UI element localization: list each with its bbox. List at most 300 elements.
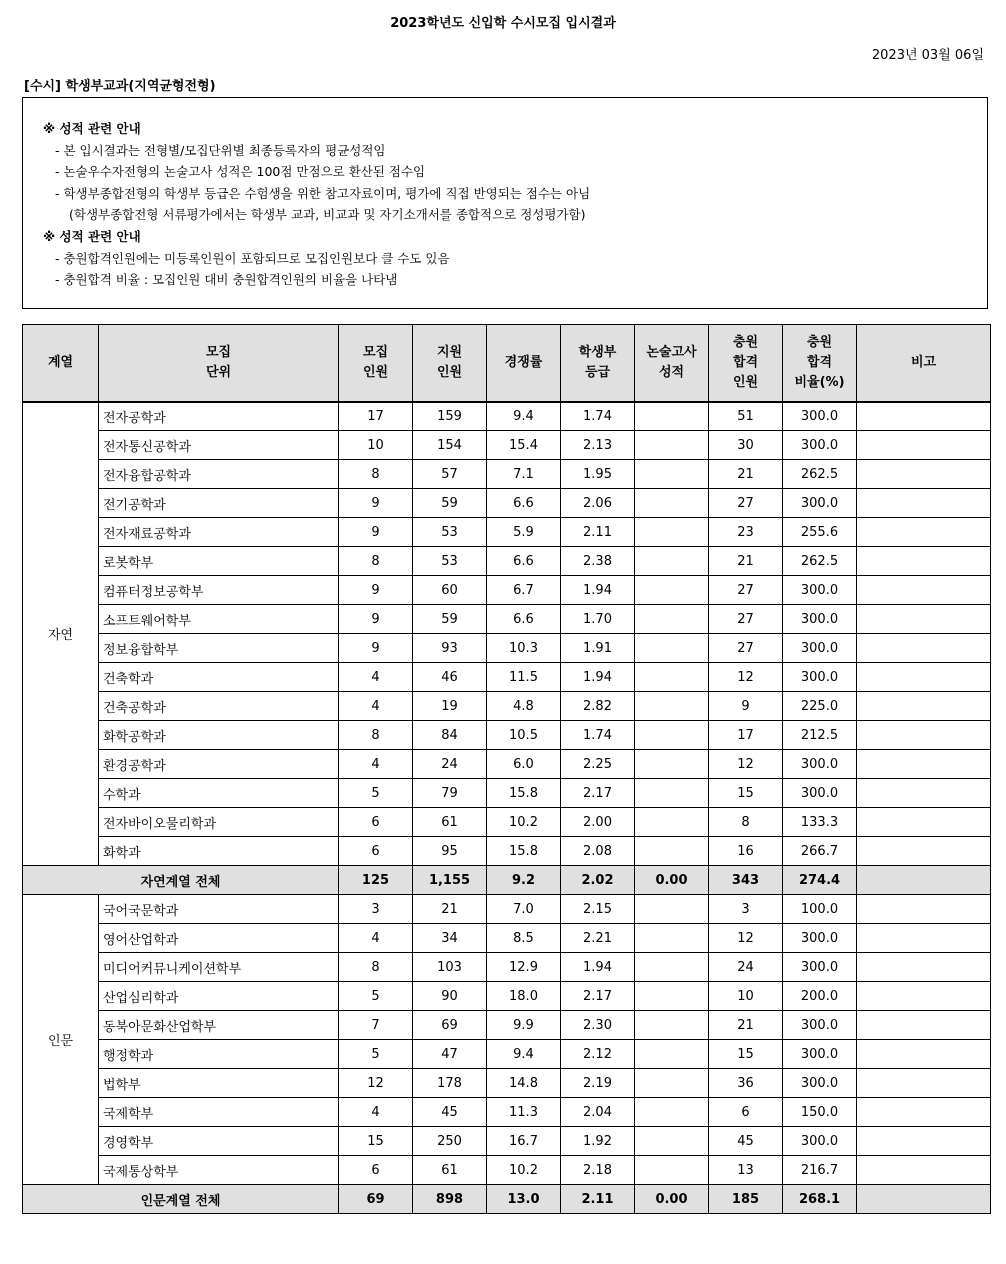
- extra-cell: 45: [709, 1127, 783, 1156]
- dept-cell: 국제통상학부: [99, 1156, 339, 1185]
- grade-cell: 2.00: [561, 808, 635, 837]
- header-applicants: 지원 인원: [413, 325, 487, 402]
- applicants-cell: 61: [413, 1156, 487, 1185]
- grade-cell: 2.12: [561, 1040, 635, 1069]
- quota-cell: 8: [339, 460, 413, 489]
- quota-cell: 15: [339, 1127, 413, 1156]
- grade-cell: 1.92: [561, 1127, 635, 1156]
- grade-cell: 2.82: [561, 692, 635, 721]
- ratio-cell: 6.6: [487, 547, 561, 576]
- table-row: [23, 402, 991, 431]
- dept-cell: 국제학부: [99, 1098, 339, 1127]
- note-cell: [857, 576, 991, 605]
- applicants-cell: 159: [413, 402, 487, 431]
- total-label: 자연계열 전체: [23, 866, 339, 895]
- essay-cell: [635, 402, 709, 431]
- ratio-cell: 12.9: [487, 953, 561, 982]
- note-cell: [857, 547, 991, 576]
- extra-cell: 3: [709, 895, 783, 924]
- extra-cell: 21: [709, 547, 783, 576]
- quota-cell: 9: [339, 634, 413, 663]
- note-cell: [857, 924, 991, 953]
- applicants-cell: 21: [413, 895, 487, 924]
- ratio-cell: 7.1: [487, 460, 561, 489]
- note-cell: [857, 1098, 991, 1127]
- grade-cell: 2.25: [561, 750, 635, 779]
- grade-cell: 2.19: [561, 1069, 635, 1098]
- quota-cell: 8: [339, 953, 413, 982]
- extra-cell: 27: [709, 634, 783, 663]
- ratio-cell: 5.9: [487, 518, 561, 547]
- extra-cell: 12: [709, 924, 783, 953]
- note-cell: [857, 1011, 991, 1040]
- quota-cell: 4: [339, 924, 413, 953]
- ratio-cell: 14.8: [487, 1069, 561, 1098]
- essay-cell: [635, 1156, 709, 1185]
- extra-cell: 17: [709, 721, 783, 750]
- notice-line: - 충원합격 비율 : 모집인원 대비 충원합격인원의 비율을 나타냄: [55, 272, 398, 288]
- table-row: [23, 518, 991, 547]
- total-grade-cell: 2.02: [561, 866, 635, 895]
- total-extra-cell: 343: [709, 866, 783, 895]
- quota-cell: 12: [339, 1069, 413, 1098]
- table-row: [23, 895, 991, 924]
- dept-cell: 소프트웨어학부: [99, 605, 339, 634]
- quota-cell: 6: [339, 837, 413, 866]
- essay-cell: [635, 460, 709, 489]
- dept-cell: 법학부: [99, 1069, 339, 1098]
- ratio-cell: 6.0: [487, 750, 561, 779]
- ratio-cell: 10.2: [487, 808, 561, 837]
- notice-box: [22, 97, 988, 309]
- dept-cell: 전자재료공학과: [99, 518, 339, 547]
- quota-cell: 5: [339, 779, 413, 808]
- essay-cell: [635, 721, 709, 750]
- notice-line: - 학생부종합전형의 학생부 등급은 수험생을 위한 참고자료이며, 평가에 직접 반영되는 점수는 아님: [55, 185, 591, 201]
- essay-cell: [635, 547, 709, 576]
- extra-cell: 16: [709, 837, 783, 866]
- quota-cell: 9: [339, 605, 413, 634]
- ratio-cell: 6.7: [487, 576, 561, 605]
- extra-cell: 9: [709, 692, 783, 721]
- ratio-cell: 7.0: [487, 895, 561, 924]
- notice-line: - 충원합격인원에는 미등록인원이 포함되므로 모집인원보다 클 수도 있음: [55, 250, 450, 266]
- ratio-cell: 10.2: [487, 1156, 561, 1185]
- dept-cell: 경영학부: [99, 1127, 339, 1156]
- table-row: [23, 576, 991, 605]
- rate-cell: 300.0: [783, 431, 857, 460]
- dept-cell: 수학과: [99, 779, 339, 808]
- dept-cell: 영어산업학과: [99, 924, 339, 953]
- quota-cell: 9: [339, 489, 413, 518]
- ratio-cell: 11.3: [487, 1098, 561, 1127]
- quota-cell: 8: [339, 547, 413, 576]
- essay-cell: [635, 1127, 709, 1156]
- grade-cell: 2.06: [561, 489, 635, 518]
- grade-cell: 2.17: [561, 982, 635, 1011]
- dept-cell: 미디어커뮤니케이션학부: [99, 953, 339, 982]
- applicants-cell: 79: [413, 779, 487, 808]
- table-row: [23, 489, 991, 518]
- applicants-cell: 90: [413, 982, 487, 1011]
- header-category: 계열: [23, 325, 99, 402]
- note-cell: [857, 808, 991, 837]
- grade-cell: 1.94: [561, 576, 635, 605]
- grade-cell: 2.11: [561, 518, 635, 547]
- ratio-cell: 9.9: [487, 1011, 561, 1040]
- quota-cell: 7: [339, 1011, 413, 1040]
- table-row: [23, 1069, 991, 1098]
- applicants-cell: 19: [413, 692, 487, 721]
- note-cell: [857, 489, 991, 518]
- rate-cell: 266.7: [783, 837, 857, 866]
- rate-cell: 150.0: [783, 1098, 857, 1127]
- essay-cell: [635, 837, 709, 866]
- quota-cell: 3: [339, 895, 413, 924]
- quota-cell: 4: [339, 692, 413, 721]
- note-cell: [857, 750, 991, 779]
- extra-cell: 8: [709, 808, 783, 837]
- grade-cell: 1.70: [561, 605, 635, 634]
- extra-cell: 21: [709, 460, 783, 489]
- dept-cell: 국어국문학과: [99, 895, 339, 924]
- total-ratio-cell: 9.2: [487, 866, 561, 895]
- grade-cell: 2.30: [561, 1011, 635, 1040]
- total-label: 인문계열 전체: [23, 1185, 339, 1214]
- essay-cell: [635, 431, 709, 460]
- grade-cell: 1.74: [561, 402, 635, 431]
- ratio-cell: 8.5: [487, 924, 561, 953]
- table-row: [23, 837, 991, 866]
- note-cell: [857, 518, 991, 547]
- note-cell: [857, 431, 991, 460]
- applicants-cell: 84: [413, 721, 487, 750]
- note-cell: [857, 1069, 991, 1098]
- note-cell: [857, 1127, 991, 1156]
- note-cell: [857, 692, 991, 721]
- total-applicants-cell: 1,155: [413, 866, 487, 895]
- table-row: [23, 953, 991, 982]
- rate-cell: 300.0: [783, 576, 857, 605]
- rate-cell: 300.0: [783, 750, 857, 779]
- results-table: [22, 324, 991, 1214]
- table-row: [23, 605, 991, 634]
- grade-cell: 2.08: [561, 837, 635, 866]
- rate-cell: 200.0: [783, 982, 857, 1011]
- essay-cell: [635, 953, 709, 982]
- table-row: [23, 721, 991, 750]
- applicants-cell: 93: [413, 634, 487, 663]
- applicants-cell: 59: [413, 605, 487, 634]
- applicants-cell: 59: [413, 489, 487, 518]
- total-quota-cell: 69: [339, 1185, 413, 1214]
- essay-cell: [635, 489, 709, 518]
- ratio-cell: 11.5: [487, 663, 561, 692]
- grade-cell: 2.04: [561, 1098, 635, 1127]
- dept-cell: 화학공학과: [99, 721, 339, 750]
- grade-cell: 1.95: [561, 460, 635, 489]
- quota-cell: 4: [339, 750, 413, 779]
- quota-cell: 6: [339, 808, 413, 837]
- essay-cell: [635, 663, 709, 692]
- total-row: [23, 866, 991, 895]
- rate-cell: 300.0: [783, 924, 857, 953]
- dept-cell: 전자공학과: [99, 402, 339, 431]
- header-extra-rate: 충원 합격 비율(%): [783, 325, 857, 402]
- rate-cell: 262.5: [783, 460, 857, 489]
- applicants-cell: 60: [413, 576, 487, 605]
- category-cell: 자연: [23, 402, 99, 866]
- dept-cell: 전자통신공학과: [99, 431, 339, 460]
- essay-cell: [635, 692, 709, 721]
- note-cell: [857, 634, 991, 663]
- rate-cell: 300.0: [783, 634, 857, 663]
- essay-cell: [635, 576, 709, 605]
- extra-cell: 10: [709, 982, 783, 1011]
- ratio-cell: 6.6: [487, 605, 561, 634]
- quota-cell: 5: [339, 1040, 413, 1069]
- essay-cell: [635, 634, 709, 663]
- header-quota: 모집 인원: [339, 325, 413, 402]
- ratio-cell: 9.4: [487, 1040, 561, 1069]
- ratio-cell: 16.7: [487, 1127, 561, 1156]
- grade-cell: 1.94: [561, 953, 635, 982]
- grade-cell: 2.17: [561, 779, 635, 808]
- note-cell: [857, 721, 991, 750]
- quota-cell: 9: [339, 518, 413, 547]
- rate-cell: 300.0: [783, 1069, 857, 1098]
- section-title: [수시] 학생부교과(지역균형전형): [24, 79, 216, 94]
- dept-cell: 환경공학과: [99, 750, 339, 779]
- rate-cell: 300.0: [783, 1040, 857, 1069]
- extra-cell: 15: [709, 1040, 783, 1069]
- essay-cell: [635, 1069, 709, 1098]
- applicants-cell: 34: [413, 924, 487, 953]
- extra-cell: 27: [709, 576, 783, 605]
- applicants-cell: 24: [413, 750, 487, 779]
- total-essay-cell: 0.00: [635, 866, 709, 895]
- rate-cell: 300.0: [783, 402, 857, 431]
- rate-cell: 300.0: [783, 953, 857, 982]
- rate-cell: 133.3: [783, 808, 857, 837]
- essay-cell: [635, 1040, 709, 1069]
- applicants-cell: 154: [413, 431, 487, 460]
- applicants-cell: 57: [413, 460, 487, 489]
- dept-cell: 정보융합학부: [99, 634, 339, 663]
- dept-cell: 행정학과: [99, 1040, 339, 1069]
- total-essay-cell: 0.00: [635, 1185, 709, 1214]
- notice-line: - 본 입시결과는 전형별/모집단위별 최종등록자의 평균성적임: [55, 142, 386, 158]
- table-row: [23, 779, 991, 808]
- table-row: [23, 634, 991, 663]
- dept-cell: 전자융합공학과: [99, 460, 339, 489]
- header-unit: 모집 단위: [99, 325, 339, 402]
- dept-cell: 컴퓨터정보공학부: [99, 576, 339, 605]
- ratio-cell: 18.0: [487, 982, 561, 1011]
- quota-cell: 17: [339, 402, 413, 431]
- header-grade: 학생부 등급: [561, 325, 635, 402]
- table-row: [23, 460, 991, 489]
- header-extra: 충원 합격 인원: [709, 325, 783, 402]
- essay-cell: [635, 895, 709, 924]
- table-row: [23, 1098, 991, 1127]
- note-cell: [857, 402, 991, 431]
- table-row: [23, 982, 991, 1011]
- essay-cell: [635, 924, 709, 953]
- applicants-cell: 95: [413, 837, 487, 866]
- applicants-cell: 53: [413, 547, 487, 576]
- rate-cell: 300.0: [783, 779, 857, 808]
- total-ratio-cell: 13.0: [487, 1185, 561, 1214]
- rate-cell: 100.0: [783, 895, 857, 924]
- essay-cell: [635, 982, 709, 1011]
- rate-cell: 255.6: [783, 518, 857, 547]
- essay-cell: [635, 1098, 709, 1127]
- quota-cell: 10: [339, 431, 413, 460]
- table-row: [23, 1040, 991, 1069]
- extra-cell: 12: [709, 663, 783, 692]
- note-cell: [857, 605, 991, 634]
- table-row: [23, 692, 991, 721]
- table-row: [23, 663, 991, 692]
- note-cell: [857, 663, 991, 692]
- ratio-cell: 10.3: [487, 634, 561, 663]
- total-applicants-cell: 898: [413, 1185, 487, 1214]
- grade-cell: 2.21: [561, 924, 635, 953]
- total-note-cell: [857, 866, 991, 895]
- dept-cell: 전자바이오물리학과: [99, 808, 339, 837]
- extra-cell: 23: [709, 518, 783, 547]
- applicants-cell: 45: [413, 1098, 487, 1127]
- rate-cell: 300.0: [783, 663, 857, 692]
- extra-cell: 36: [709, 1069, 783, 1098]
- dept-cell: 산업심리학과: [99, 982, 339, 1011]
- note-cell: [857, 982, 991, 1011]
- note-cell: [857, 1156, 991, 1185]
- essay-cell: [635, 1011, 709, 1040]
- total-row: [23, 1185, 991, 1214]
- table-row: [23, 547, 991, 576]
- total-rate-cell: 268.1: [783, 1185, 857, 1214]
- applicants-cell: 46: [413, 663, 487, 692]
- quota-cell: 4: [339, 1098, 413, 1127]
- note-cell: [857, 1040, 991, 1069]
- rate-cell: 300.0: [783, 489, 857, 518]
- applicants-cell: 47: [413, 1040, 487, 1069]
- quota-cell: 8: [339, 721, 413, 750]
- table-row: [23, 1127, 991, 1156]
- grade-cell: 1.74: [561, 721, 635, 750]
- quota-cell: 4: [339, 663, 413, 692]
- notice-heading-1: ※ 성적 관련 안내: [43, 121, 141, 136]
- ratio-cell: 10.5: [487, 721, 561, 750]
- table-row: [23, 431, 991, 460]
- extra-cell: 51: [709, 402, 783, 431]
- applicants-cell: 250: [413, 1127, 487, 1156]
- rate-cell: 300.0: [783, 1011, 857, 1040]
- rate-cell: 225.0: [783, 692, 857, 721]
- applicants-cell: 103: [413, 953, 487, 982]
- table-row: [23, 808, 991, 837]
- applicants-cell: 69: [413, 1011, 487, 1040]
- total-quota-cell: 125: [339, 866, 413, 895]
- grade-cell: 2.38: [561, 547, 635, 576]
- extra-cell: 6: [709, 1098, 783, 1127]
- ratio-cell: 15.4: [487, 431, 561, 460]
- dept-cell: 동북아문화산업학부: [99, 1011, 339, 1040]
- dept-cell: 로봇학부: [99, 547, 339, 576]
- extra-cell: 15: [709, 779, 783, 808]
- grade-cell: 2.13: [561, 431, 635, 460]
- grade-cell: 1.94: [561, 663, 635, 692]
- category-cell: 인문: [23, 895, 99, 1185]
- ratio-cell: 15.8: [487, 837, 561, 866]
- ratio-cell: 4.8: [487, 692, 561, 721]
- extra-cell: 13: [709, 1156, 783, 1185]
- extra-cell: 27: [709, 489, 783, 518]
- quota-cell: 9: [339, 576, 413, 605]
- total-extra-cell: 185: [709, 1185, 783, 1214]
- rate-cell: 300.0: [783, 1127, 857, 1156]
- extra-cell: 12: [709, 750, 783, 779]
- applicants-cell: 178: [413, 1069, 487, 1098]
- extra-cell: 21: [709, 1011, 783, 1040]
- grade-cell: 1.91: [561, 634, 635, 663]
- note-cell: [857, 953, 991, 982]
- table-row: [23, 1156, 991, 1185]
- note-cell: [857, 837, 991, 866]
- total-grade-cell: 2.11: [561, 1185, 635, 1214]
- grade-cell: 2.18: [561, 1156, 635, 1185]
- quota-cell: 5: [339, 982, 413, 1011]
- essay-cell: [635, 605, 709, 634]
- dept-cell: 화학과: [99, 837, 339, 866]
- essay-cell: [635, 808, 709, 837]
- dept-cell: 건축공학과: [99, 692, 339, 721]
- ratio-cell: 9.4: [487, 402, 561, 431]
- table-row: [23, 1011, 991, 1040]
- rate-cell: 300.0: [783, 605, 857, 634]
- rate-cell: 216.7: [783, 1156, 857, 1185]
- applicants-cell: 61: [413, 808, 487, 837]
- notice-line: - 논술우수자전형의 논술고사 성적은 100점 만점으로 환산된 점수임: [55, 164, 426, 180]
- applicants-cell: 53: [413, 518, 487, 547]
- essay-cell: [635, 779, 709, 808]
- dept-cell: 전기공학과: [99, 489, 339, 518]
- grade-cell: 2.15: [561, 895, 635, 924]
- rate-cell: 212.5: [783, 721, 857, 750]
- notice-heading-2: ※ 성적 관련 안내: [43, 228, 141, 244]
- ratio-cell: 15.8: [487, 779, 561, 808]
- extra-cell: 30: [709, 431, 783, 460]
- note-cell: [857, 460, 991, 489]
- rate-cell: 262.5: [783, 547, 857, 576]
- total-note-cell: [857, 1185, 991, 1214]
- table-row: [23, 924, 991, 953]
- note-cell: [857, 779, 991, 808]
- table-header-row: [23, 325, 991, 402]
- quota-cell: 6: [339, 1156, 413, 1185]
- header-ratio: 경쟁률: [487, 325, 561, 402]
- total-rate-cell: 274.4: [783, 866, 857, 895]
- extra-cell: 27: [709, 605, 783, 634]
- table-row: [23, 750, 991, 779]
- page-title: 2023학년도 신입학 수시모집 입시결과: [390, 16, 616, 31]
- note-cell: [857, 895, 991, 924]
- notice-line-continuation: (학생부종합전형 서류평가에서는 학생부 교과, 비교과 및 자기소개서를 종합적으로 정성평가함): [69, 207, 586, 223]
- essay-cell: [635, 750, 709, 779]
- report-date: 2023년 03월 06일: [871, 48, 984, 63]
